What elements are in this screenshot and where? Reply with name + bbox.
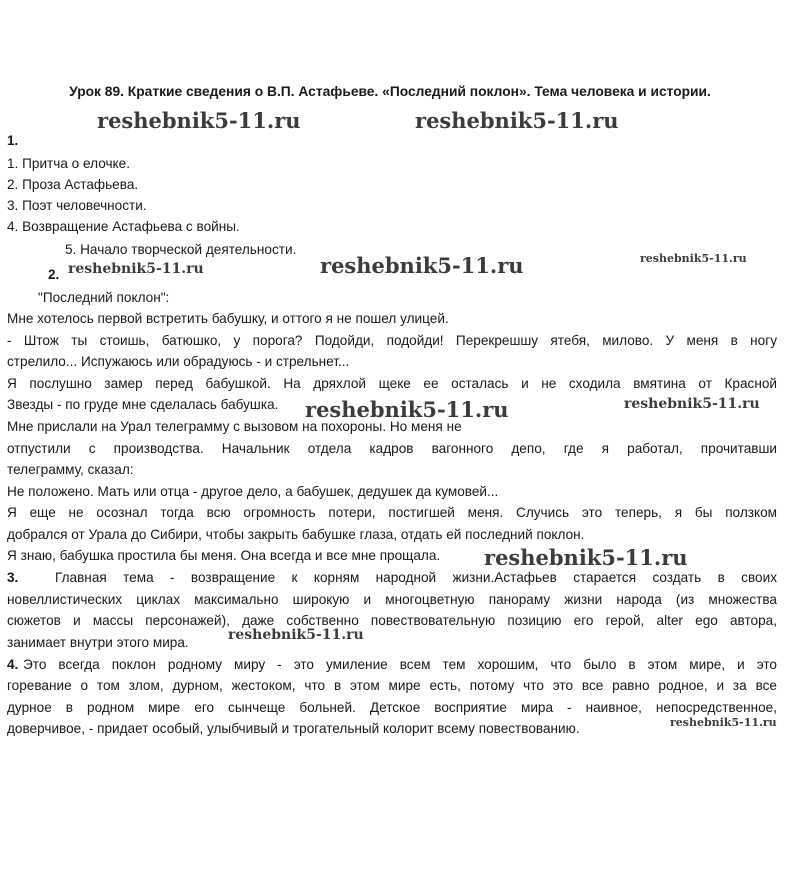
text-line: стрелило... Испужаюсь или обрадуюсь - и стрельнет...	[7, 354, 350, 369]
list-item: 5. Начало творческой деятельности.	[65, 242, 297, 257]
text-line: занимает внутри этого мира.	[7, 635, 189, 650]
watermark: reshebnik5-11.ru	[228, 627, 364, 643]
text-line: Мне хотелось первой встретить бабушку, и оттого я не пошел улицей.	[7, 311, 449, 326]
watermark: reshebnik5-11.ru	[320, 253, 524, 278]
text-line: Главная тема - возвращение к корням народной жизни.Астафьев старается создать в своих	[55, 570, 777, 585]
text-line: отпустили с производства. Начальник отдела кадров вагонного депо, где я работал, прочитавши	[7, 441, 777, 456]
section-2-number: 2.	[48, 267, 60, 282]
text-line: Это всегда поклон родному миру - это умиление всем тем хорошим, что было в этом мире, и это	[23, 657, 777, 672]
watermark: reshebnik5-11.ru	[484, 545, 688, 570]
section-1-number: 1.	[7, 133, 19, 148]
list-item: 4. Возвращение Астафьева с войны.	[7, 219, 240, 234]
text-line: горевание о том злом, дурном, жестоком, что в этом мире есть, потому что это все равно родное, и за все	[7, 678, 777, 693]
list-item: 3. Поэт человечности.	[7, 198, 147, 213]
watermark: reshebnik5-11.ru	[97, 108, 301, 133]
section-4-number: 4.	[7, 657, 19, 672]
text-line: Звезды - по груде мне сделалась бабушка.	[7, 397, 279, 412]
watermark: reshebnik5-11.ru	[415, 108, 619, 133]
section-3-number: 3.	[7, 570, 19, 585]
text-line: - Штож ты стоишь, батюшко, у порога? Подойди, подойди! Перекрешшу ятебя, милово. У меня в ногу	[7, 333, 777, 348]
list-item: 1. Притча о елочке.	[7, 156, 130, 171]
text-line: Мне прислали на Урал телеграмму с вызовом на похороны. Но меня не	[7, 419, 462, 434]
text-line: Я еще не осознал тогда всю огромность потери, постигшей меня. Случись это теперь, я бы ползком	[7, 505, 777, 520]
text-line: Я знаю, бабушка простила бы меня. Она всегда и все мне прощала.	[7, 548, 441, 563]
watermark: reshebnik5-11.ru	[670, 716, 777, 729]
watermark: reshebnik5-11.ru	[640, 252, 747, 265]
text-line: сюжетов и массы персонажей), даже собственно повествовательную позицию его герой, alter ego автора,	[7, 613, 777, 628]
text-line: новеллистических циклах максимально широкую и многоцветную панораму жизни народа (из множества	[7, 592, 777, 607]
list-item: 2. Проза Астафьева.	[7, 177, 139, 192]
section-2-heading: "Последний поклон":	[38, 290, 170, 305]
text-line: добрался от Урала до Сибири, чтобы закрыть бабушке глаза, отдать ей последний поклон.	[7, 527, 585, 542]
text-line: телеграмму, сказал:	[7, 462, 134, 477]
text-line: доверчивое, - придает особый, улыбчивый и трогательный колорит всему повествованию.	[7, 721, 580, 736]
watermark: reshebnik5-11.ru	[68, 261, 204, 277]
text-line: Я послушно замер перед бабушкой. На дряхлой щеке ее осталась и не сходила вмятина от Красной	[7, 376, 777, 391]
watermark: reshebnik5-11.ru	[624, 396, 760, 412]
page-title: Урок 89. Краткие сведения о В.П. Астафьеве. «Последний поклон». Тема человека и истории.	[69, 84, 711, 99]
watermark: reshebnik5-11.ru	[305, 397, 509, 422]
text-line: дурное в родном мире его сынчеще больней. Детское восприятие мира - наивное, непосредственное,	[7, 700, 777, 715]
text-line: Не положено. Мать или отца - другое дело, а бабушек, дедушек да кумовей...	[7, 484, 499, 499]
